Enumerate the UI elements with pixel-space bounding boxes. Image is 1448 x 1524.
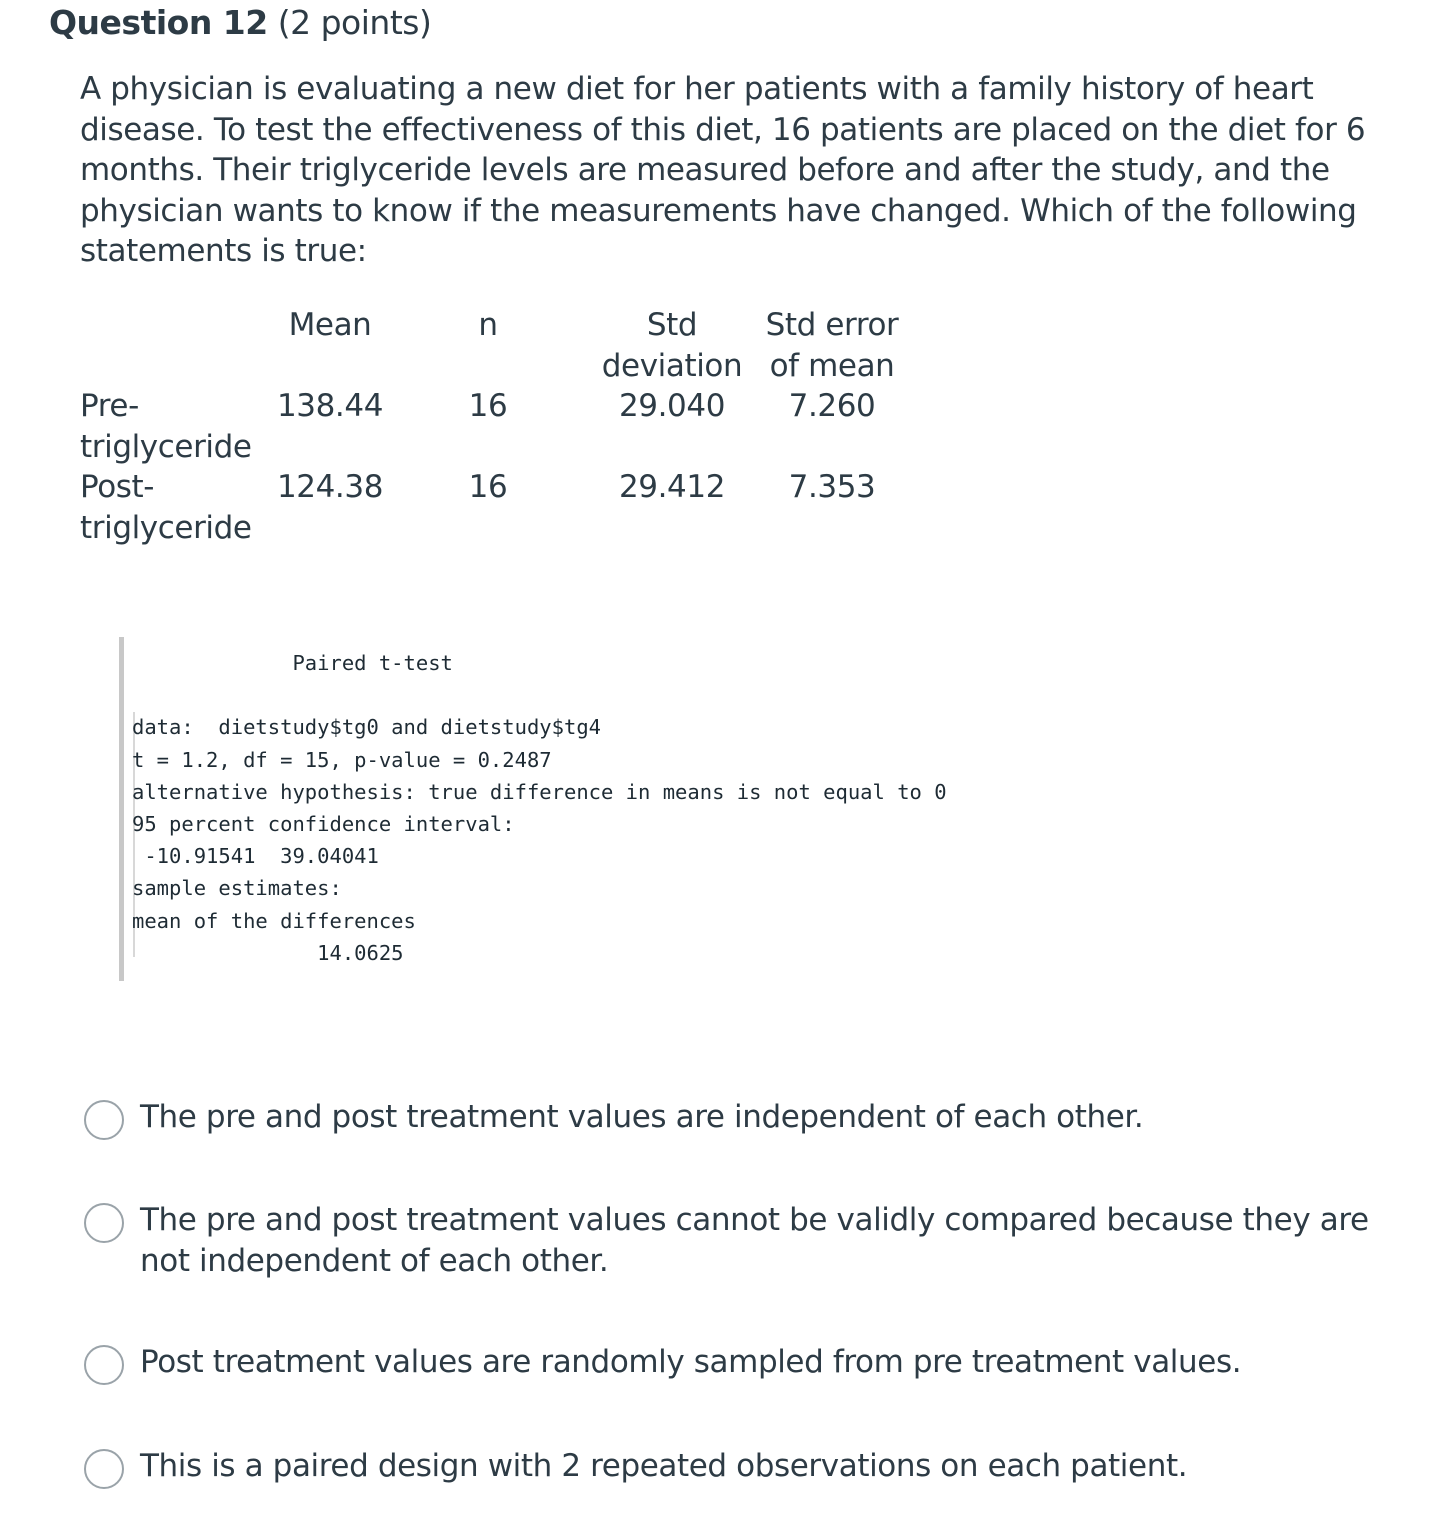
console-line: 95 percent confidence interval: <box>132 812 515 837</box>
row-label: Post-triglyceride <box>80 469 252 546</box>
table-row <box>80 386 912 467</box>
cell-mean: 124.38 <box>276 469 384 505</box>
table-header-row <box>80 305 912 386</box>
console-line: mean of the differences <box>132 908 416 933</box>
answer-text: Post treatment values are randomly sampled from pre treatment values. <box>140 1344 1242 1380</box>
cell-std-deviation: 29.040 <box>618 388 726 424</box>
console-line: sample estimates: <box>132 876 342 901</box>
radio-button[interactable] <box>84 1100 124 1140</box>
cell-std-error: 7.353 <box>788 469 876 505</box>
question-title: Question 12 <box>49 3 268 42</box>
answer-text: The pre and post treatment values are independent of each other. <box>140 1099 1144 1135</box>
r-output-text <box>132 647 947 969</box>
cell-mean: 138.44 <box>276 388 384 424</box>
cell-std-deviation: 29.412 <box>618 469 726 505</box>
answer-text: This is a paired design with 2 repeated observations on each patient. <box>140 1448 1188 1484</box>
row-label: Pre-triglyceride <box>80 388 252 465</box>
cell-n: 16 <box>468 388 508 424</box>
table-row <box>80 467 912 548</box>
cell-std-error: 7.260 <box>788 388 876 424</box>
header-label <box>80 305 276 386</box>
r-output-screenshot <box>119 637 1244 981</box>
answer-text: The pre and post treatment values cannot be validly compared because they are not independent of each other. <box>140 1202 1369 1279</box>
header-n: n <box>478 307 498 343</box>
cell-n: 16 <box>468 469 508 505</box>
radio-button[interactable] <box>84 1449 124 1489</box>
console-line: Paired t-test <box>132 651 453 675</box>
console-line: -10.91541 39.04041 <box>132 844 379 869</box>
header-mean: Mean <box>288 307 372 343</box>
question-points: (2 points) <box>277 3 432 42</box>
console-line: t = 1.2, df = 15, p-value = 0.2487 <box>132 747 552 772</box>
question-prompt: A physician is evaluating a new diet for her patients with a family history of heart disease. To test the effectiveness of this diet, 16 patients are placed on the diet for 6 months. Their triglyceride levels are measured before and after the study, and the physician wants to know if the measurements have changed. Which of the following statements is true: <box>80 71 1366 269</box>
header-std-error: Std error of mean <box>765 307 899 384</box>
question-header <box>49 0 431 46</box>
summary-statistics-table <box>80 305 912 548</box>
radio-button[interactable] <box>84 1345 124 1385</box>
console-line: alternative hypothesis: true difference in means is not equal to 0 <box>132 779 947 804</box>
console-line: 14.0625 <box>132 940 404 965</box>
radio-button[interactable] <box>84 1203 124 1243</box>
header-std-deviation: Std deviation <box>601 307 743 384</box>
console-line: data: dietstudy$tg0 and dietstudy$tg4 <box>132 715 601 740</box>
